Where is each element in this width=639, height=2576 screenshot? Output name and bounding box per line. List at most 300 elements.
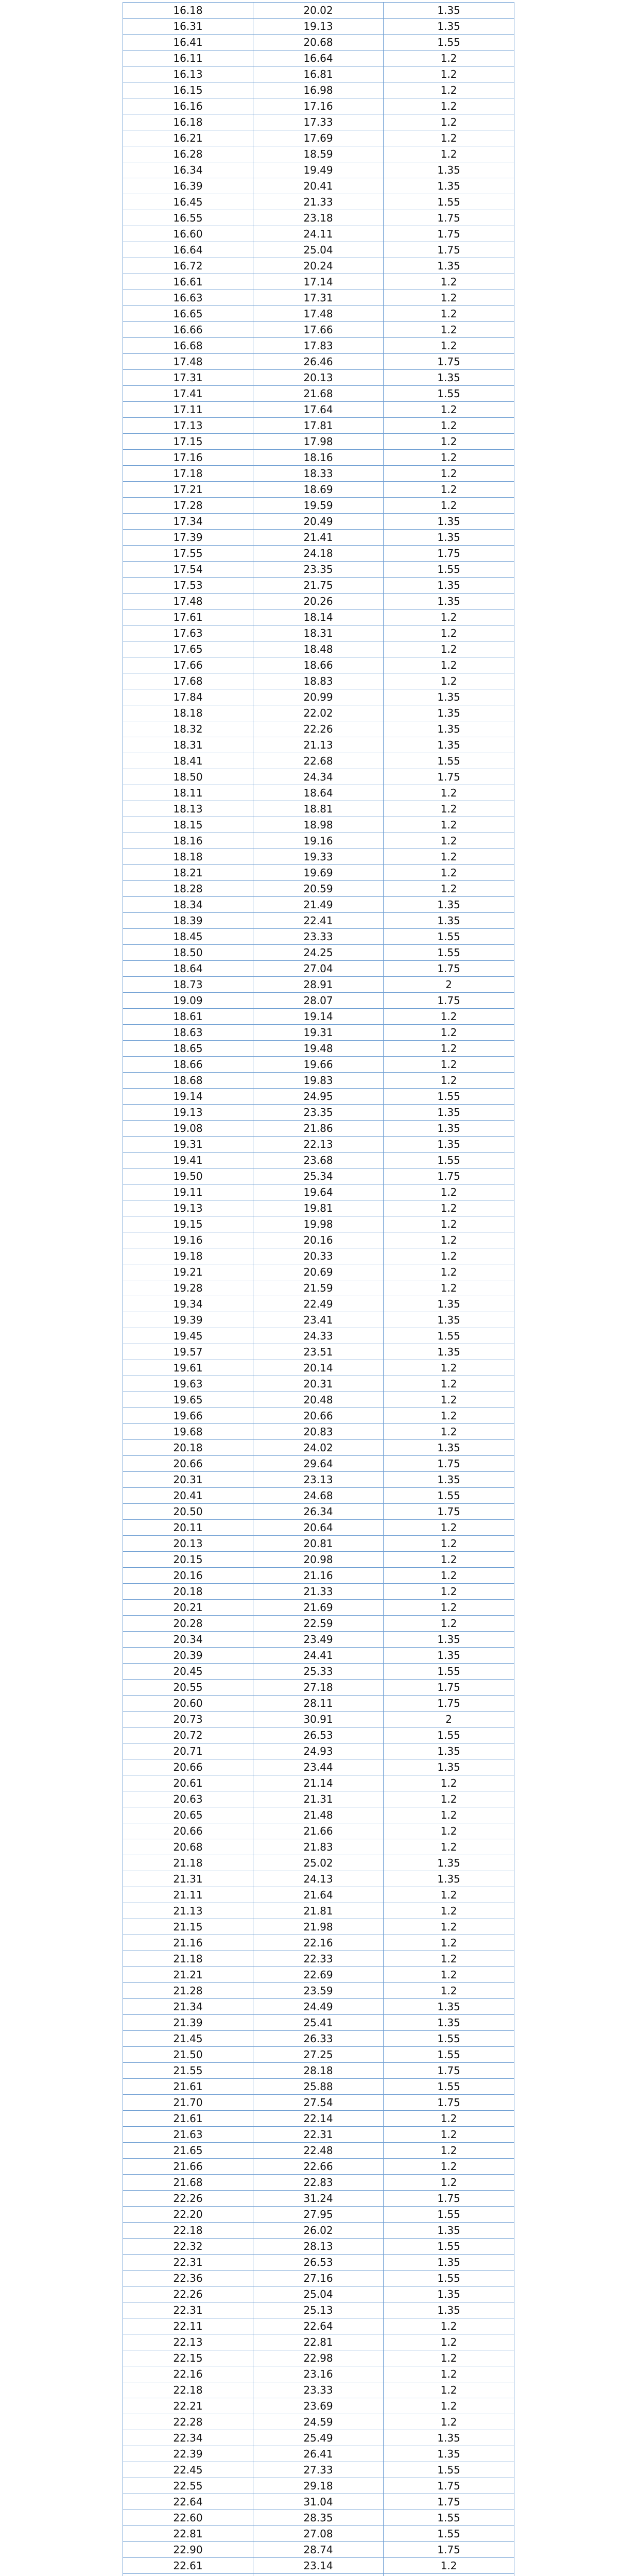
table-cell-col-a: 19.45 bbox=[123, 1328, 253, 1344]
table-cell-col-c: 1.35 bbox=[384, 1648, 514, 1664]
table-row bbox=[123, 3, 514, 19]
table-cell-col-a: 17.11 bbox=[123, 402, 253, 418]
table-cell-col-a: 17.18 bbox=[123, 466, 253, 482]
table-cell-col-c: 1.55 bbox=[384, 1488, 514, 1504]
table-cell-col-a: 18.63 bbox=[123, 1025, 253, 1041]
table-row bbox=[123, 1855, 514, 1871]
table-cell-col-a: 20.31 bbox=[123, 1472, 253, 1488]
table-cell-col-b: 24.13 bbox=[253, 1871, 384, 1887]
table-cell-col-a: 18.50 bbox=[123, 769, 253, 785]
table-cell-col-b: 24.34 bbox=[253, 769, 384, 785]
table-cell-col-c: 1.2 bbox=[384, 2350, 514, 2366]
table-cell-col-a: 16.72 bbox=[123, 258, 253, 274]
table-cell-col-c: 1.35 bbox=[384, 2302, 514, 2318]
table-cell-col-a: 20.60 bbox=[123, 1696, 253, 1711]
table-cell-col-a: 20.15 bbox=[123, 1552, 253, 1568]
table-cell-col-c: 1.2 bbox=[384, 1280, 514, 1296]
table-row bbox=[123, 1025, 514, 1041]
table-cell-col-c: 1.35 bbox=[384, 2430, 514, 2446]
table-row bbox=[123, 1935, 514, 1951]
table-cell-col-a: 22.31 bbox=[123, 2302, 253, 2318]
table-cell-col-c: 1.35 bbox=[384, 1759, 514, 1775]
table-cell-col-a: 20.65 bbox=[123, 1807, 253, 1823]
table-cell-col-a: 19.34 bbox=[123, 1296, 253, 1312]
table-row bbox=[123, 1839, 514, 1855]
table-cell-col-b: 17.83 bbox=[253, 338, 384, 354]
table-cell-col-c: 1.35 bbox=[384, 2446, 514, 2462]
table-cell-col-b: 23.59 bbox=[253, 1983, 384, 1999]
table-row bbox=[123, 2398, 514, 2414]
table-cell-col-c: 1.35 bbox=[384, 1472, 514, 1488]
table-cell-col-a: 17.39 bbox=[123, 530, 253, 546]
table-cell-col-a: 20.21 bbox=[123, 1600, 253, 1616]
table-cell-col-c: 1.2 bbox=[384, 1073, 514, 1089]
table-cell-col-a: 16.63 bbox=[123, 290, 253, 306]
table-cell-col-a: 19.66 bbox=[123, 1408, 253, 1424]
table-cell-col-c: 1.2 bbox=[384, 1568, 514, 1584]
table-cell-col-a: 19.13 bbox=[123, 1105, 253, 1121]
table-cell-col-b: 18.31 bbox=[253, 625, 384, 641]
table-cell-col-b: 21.64 bbox=[253, 1887, 384, 1903]
table-cell-col-b: 18.16 bbox=[253, 450, 384, 466]
table-cell-col-b: 26.02 bbox=[253, 2223, 384, 2239]
table-cell-col-c: 1.2 bbox=[384, 130, 514, 146]
table-cell-col-a: 20.55 bbox=[123, 1680, 253, 1696]
table-row bbox=[123, 2143, 514, 2159]
table-cell-col-c: 1.55 bbox=[384, 1153, 514, 1168]
table-cell-col-b: 17.31 bbox=[253, 290, 384, 306]
table-cell-col-b: 22.14 bbox=[253, 2111, 384, 2127]
table-cell-col-c: 2 bbox=[384, 1711, 514, 1727]
table-cell-col-c: 1.2 bbox=[384, 306, 514, 322]
table-cell-col-c: 1.35 bbox=[384, 1312, 514, 1328]
table-row bbox=[123, 961, 514, 977]
table-cell-col-c: 1.55 bbox=[384, 2079, 514, 2095]
table-cell-col-a: 22.55 bbox=[123, 2478, 253, 2494]
table-cell-col-a: 16.66 bbox=[123, 322, 253, 338]
table-row bbox=[123, 498, 514, 514]
table-cell-col-a: 22.81 bbox=[123, 2526, 253, 2542]
table-cell-col-a: 19.63 bbox=[123, 1376, 253, 1392]
table-cell-col-b: 20.83 bbox=[253, 1424, 384, 1440]
table-row bbox=[123, 2191, 514, 2207]
table-cell-col-c: 1.2 bbox=[384, 609, 514, 625]
table-cell-col-b: 24.41 bbox=[253, 1648, 384, 1664]
table-cell-col-b: 19.49 bbox=[253, 162, 384, 178]
table-cell-col-c: 1.35 bbox=[384, 1105, 514, 1121]
table-cell-col-a: 16.61 bbox=[123, 274, 253, 290]
table-cell-col-b: 19.83 bbox=[253, 1073, 384, 1089]
table-row bbox=[123, 897, 514, 913]
table-cell-col-b: 25.88 bbox=[253, 2079, 384, 2095]
table-cell-col-c: 1.2 bbox=[384, 1009, 514, 1025]
table-cell-col-a: 19.11 bbox=[123, 1184, 253, 1200]
table-row bbox=[123, 849, 514, 865]
table-cell-col-a: 19.15 bbox=[123, 1216, 253, 1232]
table-cell-col-c: 1.2 bbox=[384, 1951, 514, 1967]
table-cell-col-c: 1.2 bbox=[384, 2398, 514, 2414]
table-cell-col-b: 26.33 bbox=[253, 2031, 384, 2047]
table-row bbox=[123, 1440, 514, 1456]
table-cell-col-a: 16.28 bbox=[123, 146, 253, 162]
table-cell-col-b: 21.98 bbox=[253, 1919, 384, 1935]
table-cell-col-a: 18.11 bbox=[123, 785, 253, 801]
table-cell-col-a: 18.31 bbox=[123, 737, 253, 753]
table-cell-col-c: 1.35 bbox=[384, 578, 514, 594]
table-row bbox=[123, 2095, 514, 2111]
table-cell-col-b: 20.26 bbox=[253, 594, 384, 609]
table-cell-col-b: 22.68 bbox=[253, 753, 384, 769]
table-cell-col-a: 17.53 bbox=[123, 578, 253, 594]
table-cell-col-a: 21.18 bbox=[123, 1855, 253, 1871]
table-cell-col-b: 18.14 bbox=[253, 609, 384, 625]
table-cell-col-b: 24.93 bbox=[253, 1743, 384, 1759]
table-row bbox=[123, 2350, 514, 2366]
table-row bbox=[123, 1408, 514, 1424]
table-cell-col-b: 24.18 bbox=[253, 546, 384, 562]
table-cell-col-c: 1.2 bbox=[384, 1520, 514, 1536]
table-row bbox=[123, 1632, 514, 1648]
table-cell-col-b: 20.33 bbox=[253, 1248, 384, 1264]
table-cell-col-b: 20.13 bbox=[253, 370, 384, 386]
table-cell-col-c: 1.2 bbox=[384, 2175, 514, 2191]
table-cell-col-a: 20.18 bbox=[123, 1584, 253, 1600]
table-cell-col-a: 17.34 bbox=[123, 514, 253, 530]
table-cell-col-c: 1.2 bbox=[384, 1376, 514, 1392]
table-cell-col-b: 27.54 bbox=[253, 2095, 384, 2111]
table-row bbox=[123, 1887, 514, 1903]
table-cell-col-b: 24.02 bbox=[253, 1440, 384, 1456]
table-cell-col-a: 21.28 bbox=[123, 1983, 253, 1999]
table-cell-col-b: 17.69 bbox=[253, 130, 384, 146]
table-cell-col-b: 23.13 bbox=[253, 1472, 384, 1488]
table-row bbox=[123, 2574, 514, 2576]
table-row bbox=[123, 2318, 514, 2334]
table-cell-col-b: 31.04 bbox=[253, 2494, 384, 2510]
table-row bbox=[123, 1552, 514, 1568]
table-row bbox=[123, 1648, 514, 1664]
table-row bbox=[123, 2063, 514, 2079]
table-cell-col-c: 1.75 bbox=[384, 242, 514, 258]
table-row bbox=[123, 1424, 514, 1440]
table-cell-col-a: 18.16 bbox=[123, 833, 253, 849]
table-row bbox=[123, 1919, 514, 1935]
table-cell-col-a: 20.68 bbox=[123, 1839, 253, 1855]
table-cell-col-a: 21.61 bbox=[123, 2111, 253, 2127]
table-cell-col-a: 20.73 bbox=[123, 1711, 253, 1727]
table-cell-col-a: 22.18 bbox=[123, 2223, 253, 2239]
table-cell-col-b: 21.14 bbox=[253, 1775, 384, 1791]
table-cell-col-c: 1.2 bbox=[384, 466, 514, 482]
table-cell-col-c: 1.2 bbox=[384, 2382, 514, 2398]
table-row bbox=[123, 1999, 514, 2015]
table-row bbox=[123, 386, 514, 402]
table-row bbox=[123, 2223, 514, 2239]
table-cell-col-b: 25.49 bbox=[253, 2430, 384, 2446]
table-cell-col-b: 23.33 bbox=[253, 2382, 384, 2398]
table-cell-col-a: 22.20 bbox=[123, 2207, 253, 2223]
table-cell-col-c: 1.55 bbox=[384, 753, 514, 769]
table-row bbox=[123, 2446, 514, 2462]
table-cell-col-b: 21.59 bbox=[253, 1280, 384, 1296]
table-row bbox=[123, 1568, 514, 1584]
table-cell-col-a: 16.55 bbox=[123, 210, 253, 226]
table-cell-col-b: 19.48 bbox=[253, 1041, 384, 1057]
table-cell-col-c: 1.35 bbox=[384, 1121, 514, 1137]
table-row bbox=[123, 1727, 514, 1743]
table-cell-col-a: 16.65 bbox=[123, 306, 253, 322]
table-cell-col-a: 19.39 bbox=[123, 1312, 253, 1328]
table-cell-col-a: 22.36 bbox=[123, 2270, 253, 2286]
table-cell-col-c: 1.35 bbox=[384, 1871, 514, 1887]
table-row bbox=[123, 514, 514, 530]
table-cell-col-c: 1.2 bbox=[384, 1967, 514, 1983]
table-cell-col-b: 28.18 bbox=[253, 2063, 384, 2079]
table-cell-col-b: 22.41 bbox=[253, 913, 384, 929]
table-cell-col-a: 19.21 bbox=[123, 1264, 253, 1280]
table-cell-col-b: 24.95 bbox=[253, 1089, 384, 1105]
table-cell-col-c: 1.35 bbox=[384, 1137, 514, 1153]
table-row bbox=[123, 2542, 514, 2558]
table-row bbox=[123, 1105, 514, 1121]
table-cell-col-a: 21.34 bbox=[123, 1999, 253, 2015]
table-cell-col-b: 25.33 bbox=[253, 1664, 384, 1680]
table-cell-col-c: 1.2 bbox=[384, 98, 514, 114]
table-cell-col-a: 17.31 bbox=[123, 370, 253, 386]
table-row bbox=[123, 354, 514, 370]
table-cell-col-a: 19.16 bbox=[123, 1232, 253, 1248]
table-cell-col-a: 18.28 bbox=[123, 881, 253, 897]
table-row bbox=[123, 769, 514, 785]
table-cell-col-a: 22.32 bbox=[123, 2239, 253, 2255]
table-row bbox=[123, 1041, 514, 1057]
table-row bbox=[123, 1360, 514, 1376]
table-row bbox=[123, 993, 514, 1009]
table-cell-col-b: 18.64 bbox=[253, 785, 384, 801]
table-cell-col-a: 21.66 bbox=[123, 2159, 253, 2175]
table-cell-col-a: 21.50 bbox=[123, 2047, 253, 2063]
table-cell-col-a: 20.61 bbox=[123, 1775, 253, 1791]
table-cell-col-a: 19.57 bbox=[123, 1344, 253, 1360]
table-row bbox=[123, 1791, 514, 1807]
table-cell-col-a: 18.13 bbox=[123, 801, 253, 817]
table-cell-col-c bbox=[384, 2574, 514, 2576]
table-cell-col-a: 16.39 bbox=[123, 178, 253, 194]
table-cell-col-c: 1.2 bbox=[384, 865, 514, 881]
table-cell-col-b: 20.69 bbox=[253, 1264, 384, 1280]
table-row bbox=[123, 530, 514, 546]
table-cell-col-b: 21.69 bbox=[253, 1600, 384, 1616]
table-row bbox=[123, 562, 514, 578]
table-cell-col-a: 20.66 bbox=[123, 1456, 253, 1472]
table-cell-col-b: 19.98 bbox=[253, 1216, 384, 1232]
table-cell-col-c: 1.2 bbox=[384, 2414, 514, 2430]
table-row bbox=[123, 945, 514, 961]
table-cell-col-c: 1.35 bbox=[384, 1855, 514, 1871]
table-row bbox=[123, 1264, 514, 1280]
table-cell-col-c: 1.2 bbox=[384, 482, 514, 498]
table-cell-col-b: 22.48 bbox=[253, 2143, 384, 2159]
table-row bbox=[123, 2031, 514, 2047]
table-row bbox=[123, 2111, 514, 2127]
table-row bbox=[123, 785, 514, 801]
table-cell-col-b: 19.66 bbox=[253, 1057, 384, 1073]
table-cell-col-b: 17.33 bbox=[253, 114, 384, 130]
table-cell-col-b: 25.13 bbox=[253, 2302, 384, 2318]
table-row bbox=[123, 1200, 514, 1216]
table-cell-col-a: 21.39 bbox=[123, 2015, 253, 2031]
table-cell-col-c: 1.55 bbox=[384, 386, 514, 402]
table-cell-col-b: 23.14 bbox=[253, 2558, 384, 2574]
table-row bbox=[123, 1216, 514, 1232]
table-row bbox=[123, 19, 514, 35]
table-row bbox=[123, 2255, 514, 2270]
table-cell-col-c: 1.35 bbox=[384, 19, 514, 35]
table-body bbox=[123, 3, 514, 2576]
table-row bbox=[123, 673, 514, 689]
table-cell-col-a: 20.71 bbox=[123, 1743, 253, 1759]
table-cell-col-a: 22.39 bbox=[123, 2446, 253, 2462]
table-cell-col-c: 1.75 bbox=[384, 2542, 514, 2558]
table-cell-col-a: 17.48 bbox=[123, 354, 253, 370]
data-table bbox=[123, 2, 514, 2576]
table-cell-col-b: 23.18 bbox=[253, 210, 384, 226]
table-cell-col-c: 1.35 bbox=[384, 258, 514, 274]
table-cell-col-b: 31.24 bbox=[253, 2191, 384, 2207]
table-row bbox=[123, 242, 514, 258]
table-cell-col-c: 1.75 bbox=[384, 2063, 514, 2079]
table-cell-col-c: 1.2 bbox=[384, 1200, 514, 1216]
table-cell-col-c: 1.55 bbox=[384, 929, 514, 945]
table-row bbox=[123, 98, 514, 114]
table-cell-col-a: 22.64 bbox=[123, 2494, 253, 2510]
table-cell-col-c: 1.35 bbox=[384, 1632, 514, 1648]
table-cell-col-c: 1.35 bbox=[384, 1344, 514, 1360]
table-cell-col-b: 18.98 bbox=[253, 817, 384, 833]
table-cell-col-c: 1.2 bbox=[384, 657, 514, 673]
table-cell-col-b: 21.49 bbox=[253, 897, 384, 913]
table-cell-col-b: 26.53 bbox=[253, 1727, 384, 1743]
table-cell-col-c: 1.2 bbox=[384, 1552, 514, 1568]
table-cell-col-b: 21.41 bbox=[253, 530, 384, 546]
table-cell-col-a: 22.61 bbox=[123, 2558, 253, 2574]
table-cell-col-a: 22.45 bbox=[123, 2462, 253, 2478]
table-cell-col-b: 21.86 bbox=[253, 1121, 384, 1137]
table-row bbox=[123, 977, 514, 993]
table-cell-col-c: 1.55 bbox=[384, 562, 514, 578]
table-row bbox=[123, 1711, 514, 1727]
table-cell-col-a: 18.32 bbox=[123, 721, 253, 737]
table-cell-col-b: 24.49 bbox=[253, 1999, 384, 2015]
table-cell-col-c: 1.35 bbox=[384, 1296, 514, 1312]
table-cell-col-c: 1.35 bbox=[384, 737, 514, 753]
table-cell-col-a: 21.11 bbox=[123, 1887, 253, 1903]
table-cell-col-b: 23.16 bbox=[253, 2366, 384, 2382]
table-cell-col-c: 1.2 bbox=[384, 1584, 514, 1600]
table-cell-col-a: 20.63 bbox=[123, 1791, 253, 1807]
table-cell-col-a: 20.72 bbox=[123, 1727, 253, 1743]
table-cell-col-c: 1.35 bbox=[384, 530, 514, 546]
table-row bbox=[123, 2047, 514, 2063]
table-cell-col-c: 1.55 bbox=[384, 2462, 514, 2478]
table-row bbox=[123, 578, 514, 594]
table-cell-col-b: 21.13 bbox=[253, 737, 384, 753]
table-cell-col-c: 1.35 bbox=[384, 1743, 514, 1759]
table-cell-col-a: 20.66 bbox=[123, 1759, 253, 1775]
table-cell-col-c: 1.55 bbox=[384, 194, 514, 210]
table-cell-col-b: 18.83 bbox=[253, 673, 384, 689]
table-cell-col-b: 21.31 bbox=[253, 1791, 384, 1807]
table-row bbox=[123, 705, 514, 721]
table-cell-col-c: 1.2 bbox=[384, 2334, 514, 2350]
table-cell-col-c: 1.35 bbox=[384, 162, 514, 178]
table-cell-col-c: 1.2 bbox=[384, 1041, 514, 1057]
table-cell-col-a: 18.39 bbox=[123, 913, 253, 929]
table-cell-col-c: 1.2 bbox=[384, 1983, 514, 1999]
table-cell-col-b: 23.44 bbox=[253, 1759, 384, 1775]
table-cell-col-a: 22.21 bbox=[123, 2398, 253, 2414]
table-row bbox=[123, 418, 514, 434]
table-cell-col-a: 16.41 bbox=[123, 35, 253, 50]
table-cell-col-b: 30.91 bbox=[253, 1711, 384, 1727]
table-row bbox=[123, 1456, 514, 1472]
table-cell-col-c: 1.35 bbox=[384, 3, 514, 19]
table-cell-col-b: 20.41 bbox=[253, 178, 384, 194]
table-cell-col-c: 1.75 bbox=[384, 226, 514, 242]
table-row bbox=[123, 466, 514, 482]
table-cell-col-a: 21.21 bbox=[123, 1967, 253, 1983]
table-row bbox=[123, 1376, 514, 1392]
table-cell-col-b: 22.66 bbox=[253, 2159, 384, 2175]
table-cell-col-c: 1.35 bbox=[384, 705, 514, 721]
table-cell-col-c: 1.2 bbox=[384, 1807, 514, 1823]
table-cell-col-c: 1.2 bbox=[384, 418, 514, 434]
table-row bbox=[123, 1296, 514, 1312]
table-cell-col-c: 1.2 bbox=[384, 66, 514, 82]
table-row bbox=[123, 657, 514, 673]
table-cell-col-c: 1.35 bbox=[384, 2223, 514, 2239]
table-row bbox=[123, 130, 514, 146]
table-cell-col-b: 25.34 bbox=[253, 1168, 384, 1184]
table-cell-col-a: 17.15 bbox=[123, 434, 253, 450]
table-cell-col-a: 16.45 bbox=[123, 194, 253, 210]
table-cell-col-c: 1.2 bbox=[384, 2159, 514, 2175]
table-cell-col-a: 20.50 bbox=[123, 1504, 253, 1520]
table-cell-col-a: 16.15 bbox=[123, 82, 253, 98]
table-cell-col-a: 21.16 bbox=[123, 1935, 253, 1951]
table-cell-col-c: 1.35 bbox=[384, 514, 514, 530]
table-cell-col-a: 19.14 bbox=[123, 1089, 253, 1105]
table-cell-col-c: 1.2 bbox=[384, 1248, 514, 1264]
table-cell-col-c: 1.75 bbox=[384, 769, 514, 785]
table-cell-col-b: 20.68 bbox=[253, 35, 384, 50]
table-cell-col-a: 20.16 bbox=[123, 1568, 253, 1584]
table-cell-col-c: 1.2 bbox=[384, 2143, 514, 2159]
table-row bbox=[123, 817, 514, 833]
table-cell-col-c: 1.75 bbox=[384, 2494, 514, 2510]
table-cell-col-b: 19.16 bbox=[253, 833, 384, 849]
table-cell-col-a: 16.60 bbox=[123, 226, 253, 242]
table-cell-col-a: 18.66 bbox=[123, 1057, 253, 1073]
table-cell-col-b: 23.41 bbox=[253, 1312, 384, 1328]
table-row bbox=[123, 546, 514, 562]
table-cell-col-c: 1.2 bbox=[384, 338, 514, 354]
table-cell-col-a: 20.45 bbox=[123, 1664, 253, 1680]
table-cell-col-c: 1.2 bbox=[384, 1264, 514, 1280]
table-row bbox=[123, 1696, 514, 1711]
table-cell-col-a: 21.31 bbox=[123, 1871, 253, 1887]
table-cell-col-a: 19.09 bbox=[123, 993, 253, 1009]
